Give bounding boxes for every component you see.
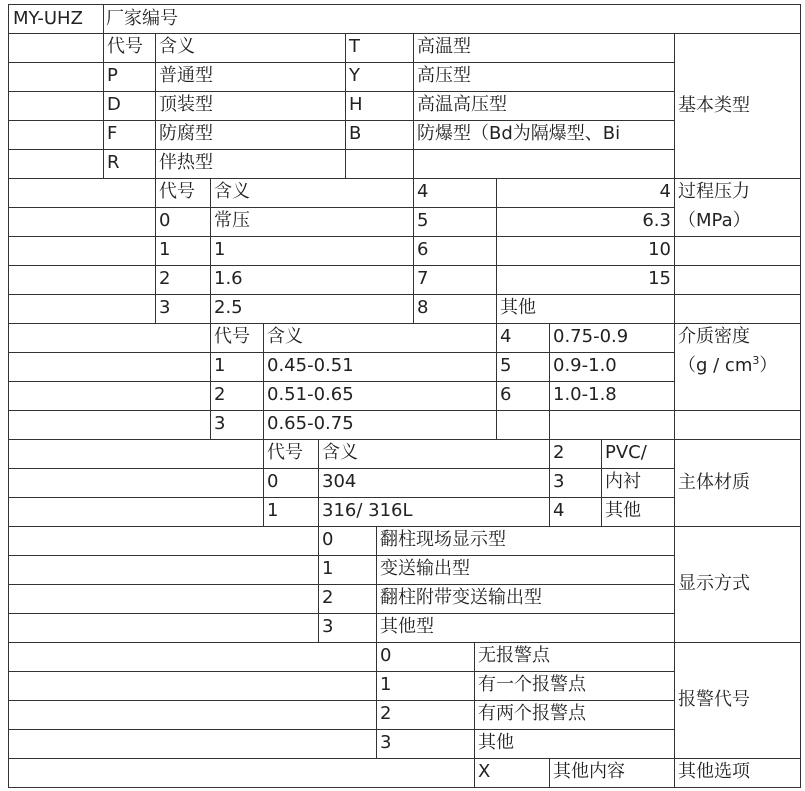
grid-line: [8, 149, 675, 150]
basic-type-meaning: 伴热型: [159, 152, 213, 173]
basic-type-code: H: [349, 94, 363, 115]
pressure-code: 5: [417, 210, 429, 231]
other-label: 其他选项: [678, 761, 750, 782]
density-unit-label: [675, 352, 805, 381]
density-code: 5: [500, 355, 512, 376]
pressure-meaning: 1: [214, 239, 226, 260]
alarm-code: 2: [380, 703, 392, 724]
basic-type-meaning: 高温型: [417, 36, 471, 57]
pressure-meaning: 4: [659, 181, 671, 202]
model-number: MY-UHZ: [13, 8, 83, 29]
material-code: 4: [553, 500, 565, 521]
grid-line: [8, 468, 675, 469]
pressure-code: 7: [417, 268, 429, 289]
grid-line: [496, 178, 497, 440]
basic-type-meaning: 普通型: [159, 65, 213, 86]
grid-line: [318, 439, 319, 643]
alarm-meaning: 有一个报警点: [478, 674, 586, 695]
density-unit-pre: （g / cm: [678, 355, 753, 376]
display-code: 1: [322, 558, 334, 579]
display-label: 显示方式: [678, 573, 750, 594]
pressure-meaning: 1.6: [214, 268, 243, 289]
grid-line: [376, 526, 377, 759]
other-code: X: [478, 761, 491, 782]
grid-line: [8, 787, 801, 788]
pressure-meaning: 2.5: [214, 297, 243, 318]
pressure-code-header: 代号: [159, 181, 195, 202]
density-code: 6: [500, 384, 512, 405]
basic-type-code: R: [107, 152, 120, 173]
density-meaning: 1.0-1.8: [553, 384, 617, 405]
grid-line: [263, 323, 264, 527]
alarm-code: 0: [380, 645, 392, 666]
alarm-meaning: 无报警点: [478, 645, 550, 666]
grid-line: [8, 497, 675, 498]
grid-line: [8, 439, 801, 440]
material-meaning-header: 含义: [322, 442, 358, 463]
density-unit-post: ）: [759, 355, 778, 376]
density-label: 介质密度: [678, 326, 750, 347]
grid-line: [8, 642, 801, 643]
grid-line: [549, 323, 550, 527]
grid-line: [8, 178, 801, 179]
material-code: 2: [553, 442, 565, 463]
display-meaning: 其他型: [380, 616, 434, 637]
grid-line: [8, 4, 801, 5]
grid-line: [800, 4, 801, 788]
material-meaning: 304: [322, 471, 357, 492]
basic-type-code: D: [107, 94, 121, 115]
grid-line: [8, 729, 675, 730]
grid-line: [8, 294, 801, 295]
density-code-header: 代号: [214, 326, 250, 347]
pressure-code: 1: [159, 239, 171, 260]
basic-type-meaning: 顶装型: [159, 94, 213, 115]
material-meaning: 内衬: [605, 471, 641, 492]
density-meaning: 0.51-0.65: [267, 384, 354, 405]
density-code: 2: [214, 384, 226, 405]
density-code: 1: [214, 355, 226, 376]
density-meaning: 0.75-0.9: [553, 326, 629, 347]
grid-line: [601, 439, 602, 527]
display-meaning: 变送输出型: [380, 558, 470, 579]
display-code: 2: [322, 587, 334, 608]
pressure-meaning: 常压: [214, 210, 250, 231]
material-meaning: PVC/: [605, 442, 647, 463]
grid-line: [8, 381, 675, 382]
material-code: 1: [267, 500, 279, 521]
basic-type-meaning: 防爆型（Bd为隔爆型、Bi: [417, 123, 621, 144]
grid-line: [8, 410, 801, 411]
grid-line: [474, 642, 475, 788]
pressure-unit-label: （MPa）: [678, 210, 751, 231]
grid-line: [8, 236, 801, 237]
display-meaning: 翻柱现场显示型: [380, 529, 506, 550]
grid-line: [8, 613, 675, 614]
density-unit-sup: 3: [752, 354, 760, 367]
material-label: 主体材质: [678, 471, 750, 493]
grid-line: [8, 265, 801, 266]
material-meaning: 其他: [605, 500, 641, 521]
grid-line: [210, 178, 211, 440]
grid-line: [8, 120, 675, 121]
pressure-meaning: 6.3: [642, 210, 671, 231]
grid-line: [8, 758, 801, 759]
basic-type-code: T: [349, 36, 360, 57]
grid-line: [8, 323, 801, 324]
grid-line: [413, 33, 414, 324]
pressure-code: 0: [159, 210, 171, 231]
grid-line: [8, 526, 801, 527]
pressure-meaning: 15: [648, 268, 671, 289]
grid-line: [8, 555, 675, 556]
grid-line: [345, 33, 346, 179]
basic-type-meaning: 高压型: [417, 65, 471, 86]
basic-type-meaning: 防腐型: [159, 123, 213, 144]
pressure-code: 8: [417, 297, 429, 318]
grid-line: [8, 352, 675, 353]
grid-line: [8, 91, 675, 92]
maker-number-label: 厂家编号: [106, 8, 178, 29]
pressure-code: 6: [417, 239, 429, 260]
grid-line: [549, 758, 550, 788]
grid-line: [103, 4, 104, 179]
grid-line: [8, 584, 675, 585]
alarm-label: 报警代号: [678, 689, 750, 710]
other-meaning: 其他内容: [553, 761, 625, 782]
grid-line: [8, 4, 9, 788]
grid-line: [674, 33, 675, 788]
pressure-code: 2: [159, 268, 171, 289]
material-code: 3: [553, 471, 565, 492]
density-meaning: 0.9-1.0: [553, 355, 617, 376]
density-meaning: 0.45-0.51: [267, 355, 354, 376]
alarm-code: 3: [380, 732, 392, 753]
display-meaning: 翻柱附带变送输出型: [380, 587, 542, 608]
basic-type-meaning: 高温高压型: [417, 94, 507, 115]
display-code: 3: [322, 616, 334, 637]
density-code: 4: [500, 326, 512, 347]
pressure-meaning-header: 含义: [214, 181, 250, 202]
pressure-meaning: 其他: [500, 297, 536, 318]
grid-line: [8, 207, 675, 208]
pressure-code: 3: [159, 297, 171, 318]
basic-type-meaning-header: 含义: [159, 36, 195, 57]
basic-type-code: B: [349, 123, 362, 144]
pressure-meaning: 10: [648, 239, 671, 260]
grid-line: [8, 62, 675, 63]
density-code: 3: [214, 413, 226, 434]
alarm-meaning: 有两个报警点: [478, 703, 586, 724]
basic-type-label: 基本类型: [678, 94, 750, 116]
pressure-code: 4: [417, 181, 429, 202]
material-meaning: 316/ 316L: [322, 500, 413, 521]
display-code: 0: [322, 529, 334, 550]
material-code-header: 代号: [267, 442, 303, 463]
basic-type-code: Y: [349, 65, 360, 86]
density-meaning: 0.65-0.75: [267, 413, 354, 434]
basic-type-code: P: [107, 65, 118, 86]
density-meaning-header: 含义: [267, 326, 303, 347]
material-code: 0: [267, 471, 279, 492]
basic-type-code: F: [107, 123, 118, 144]
grid-line: [8, 33, 801, 34]
alarm-code: 1: [380, 674, 392, 695]
basic-type-code-header: 代号: [107, 36, 143, 57]
alarm-meaning: 其他: [478, 732, 514, 753]
grid-line: [8, 700, 675, 701]
pressure-label: 过程压力: [678, 181, 750, 202]
grid-line: [155, 33, 156, 324]
grid-line: [8, 671, 675, 672]
